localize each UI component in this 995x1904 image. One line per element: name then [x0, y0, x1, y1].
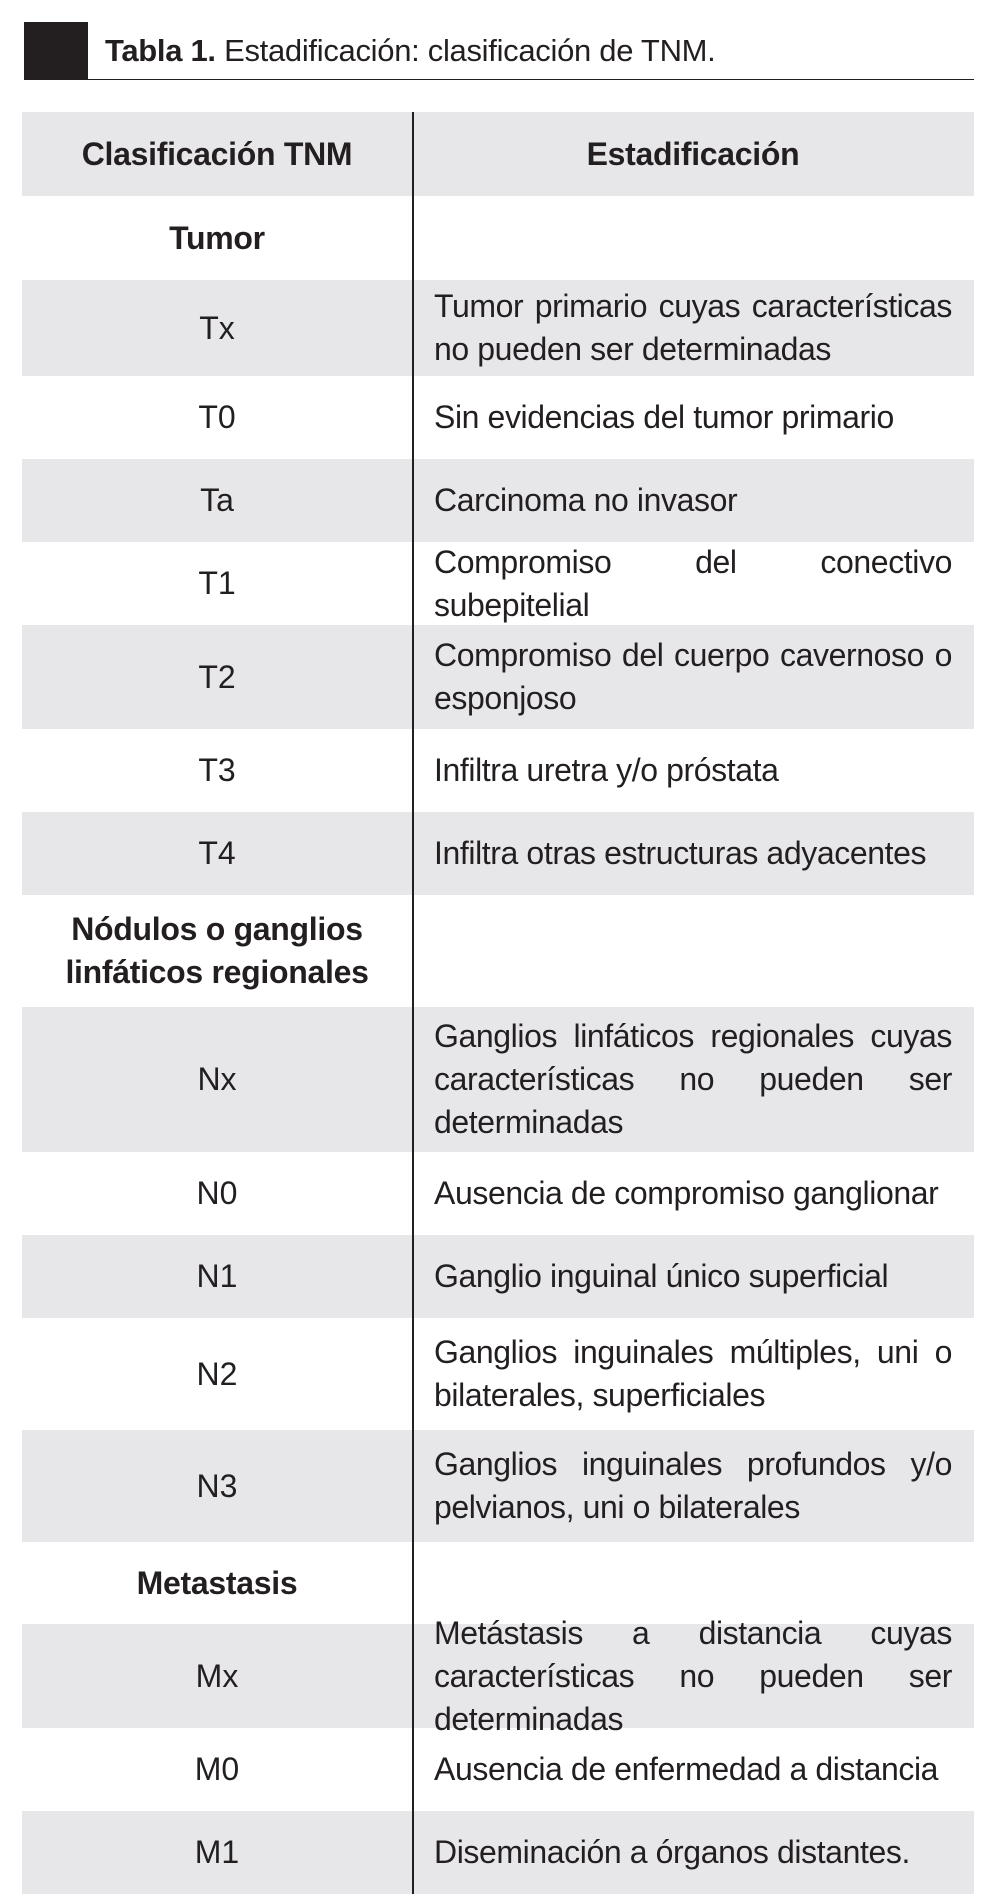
- tnm-table: [22, 112, 974, 1894]
- column-divider: [412, 1811, 414, 1894]
- row-description: Infiltra otras estructuras adyacentes: [434, 835, 927, 871]
- tnm-code: T4: [198, 835, 236, 871]
- caption-rule: [88, 79, 974, 81]
- tnm-code: T1: [198, 565, 236, 601]
- row-description: Sin evidencias del tumor primario: [434, 399, 894, 435]
- table-row: [22, 1728, 974, 1811]
- tnm-code: Tx: [199, 309, 235, 346]
- caption-text: [105, 34, 716, 68]
- tnm-code: Ta: [200, 482, 234, 518]
- column-divider: [412, 1007, 414, 1152]
- row-description: Ganglios inguinales profundos y/o pelvianos, uni o bilaterales: [434, 1446, 952, 1525]
- table-row: [22, 1235, 974, 1318]
- table-row: [22, 1614, 974, 1737]
- tnm-code: M1: [194, 1834, 240, 1870]
- caption-marker: [24, 22, 88, 80]
- column-divider: [412, 112, 414, 196]
- column-divider: [412, 1430, 414, 1542]
- column-divider: [412, 1624, 414, 1728]
- table-row: [22, 459, 974, 542]
- row-description: Metástasis a distancia cuyas características no pueden ser determinadas: [434, 1614, 952, 1737]
- row-description: Ganglios inguinales múltiples, uni o bilaterales, superficiales: [434, 1334, 952, 1413]
- row-description: Infiltra uretra y/o próstata: [434, 752, 779, 788]
- tnm-code: N0: [196, 1175, 238, 1211]
- tnm-code: T2: [198, 658, 236, 695]
- tnm-code: N2: [196, 1355, 238, 1392]
- table-row: [22, 1430, 974, 1542]
- section-row-nodes: [22, 895, 974, 1007]
- row-description: Tumor primario cuyas características no pueden ser determinadas: [434, 288, 952, 367]
- table-row: [22, 542, 974, 625]
- row-description: Diseminación a órganos distantes.: [434, 1834, 910, 1870]
- caption-label: Tabla 1.: [105, 33, 216, 68]
- section-label: Tumor: [169, 219, 265, 256]
- tnm-code: T0: [198, 399, 236, 435]
- column-divider: [412, 1152, 414, 1235]
- column-divider: [412, 1318, 414, 1430]
- column-divider: [412, 376, 414, 459]
- table-row: [22, 625, 974, 729]
- row-description: Ganglio inguinal único superficial: [434, 1258, 889, 1294]
- section-label: Metastasis: [136, 1564, 298, 1601]
- table-row: [22, 1007, 974, 1152]
- row-description: Ausencia de enfermedad a distancia: [434, 1751, 939, 1787]
- table-row: [22, 729, 974, 812]
- tnm-code: T3: [198, 752, 236, 788]
- table-row: [22, 280, 974, 376]
- tnm-code: Mx: [195, 1657, 239, 1694]
- column-divider: [412, 1235, 414, 1318]
- column-divider: [412, 812, 414, 895]
- column-divider: [412, 625, 414, 729]
- column-divider: [412, 196, 414, 280]
- column-header-classification: Clasificación TNM: [81, 135, 353, 172]
- section-row-tumor: [22, 196, 974, 280]
- row-description: Compromiso del conectivo subepitelial: [434, 543, 952, 623]
- table-row: [22, 1318, 974, 1430]
- table-row: [22, 376, 974, 459]
- caption-title: Estadificación: clasificación de TNM.: [224, 33, 716, 68]
- column-header-staging: Estadificación: [586, 135, 800, 172]
- row-description: Ausencia de compromiso ganglionar: [434, 1175, 939, 1211]
- tnm-code: N3: [196, 1467, 238, 1504]
- section-label: Nódulos o ganglios linfáticos regionales: [65, 911, 369, 990]
- tnm-code: M0: [194, 1751, 240, 1787]
- row-description: Compromiso del cuerpo cavernoso o esponjoso: [434, 637, 952, 716]
- tnm-code: N1: [196, 1258, 238, 1294]
- table-caption: [24, 22, 974, 80]
- row-description: Ganglios linfáticos regionales cuyas características no pueden ser determinadas: [434, 1018, 952, 1140]
- column-divider: [412, 729, 414, 812]
- table-header-row: [22, 112, 974, 196]
- row-description: Carcinoma no invasor: [434, 482, 738, 518]
- column-divider: [412, 1728, 414, 1811]
- table-row: [22, 812, 974, 895]
- column-divider: [412, 895, 414, 1007]
- column-divider: [412, 459, 414, 542]
- column-divider: [412, 280, 414, 376]
- tnm-code: Nx: [197, 1061, 237, 1097]
- column-divider: [412, 542, 414, 625]
- table-row: [22, 1811, 974, 1894]
- table-row: [22, 1152, 974, 1235]
